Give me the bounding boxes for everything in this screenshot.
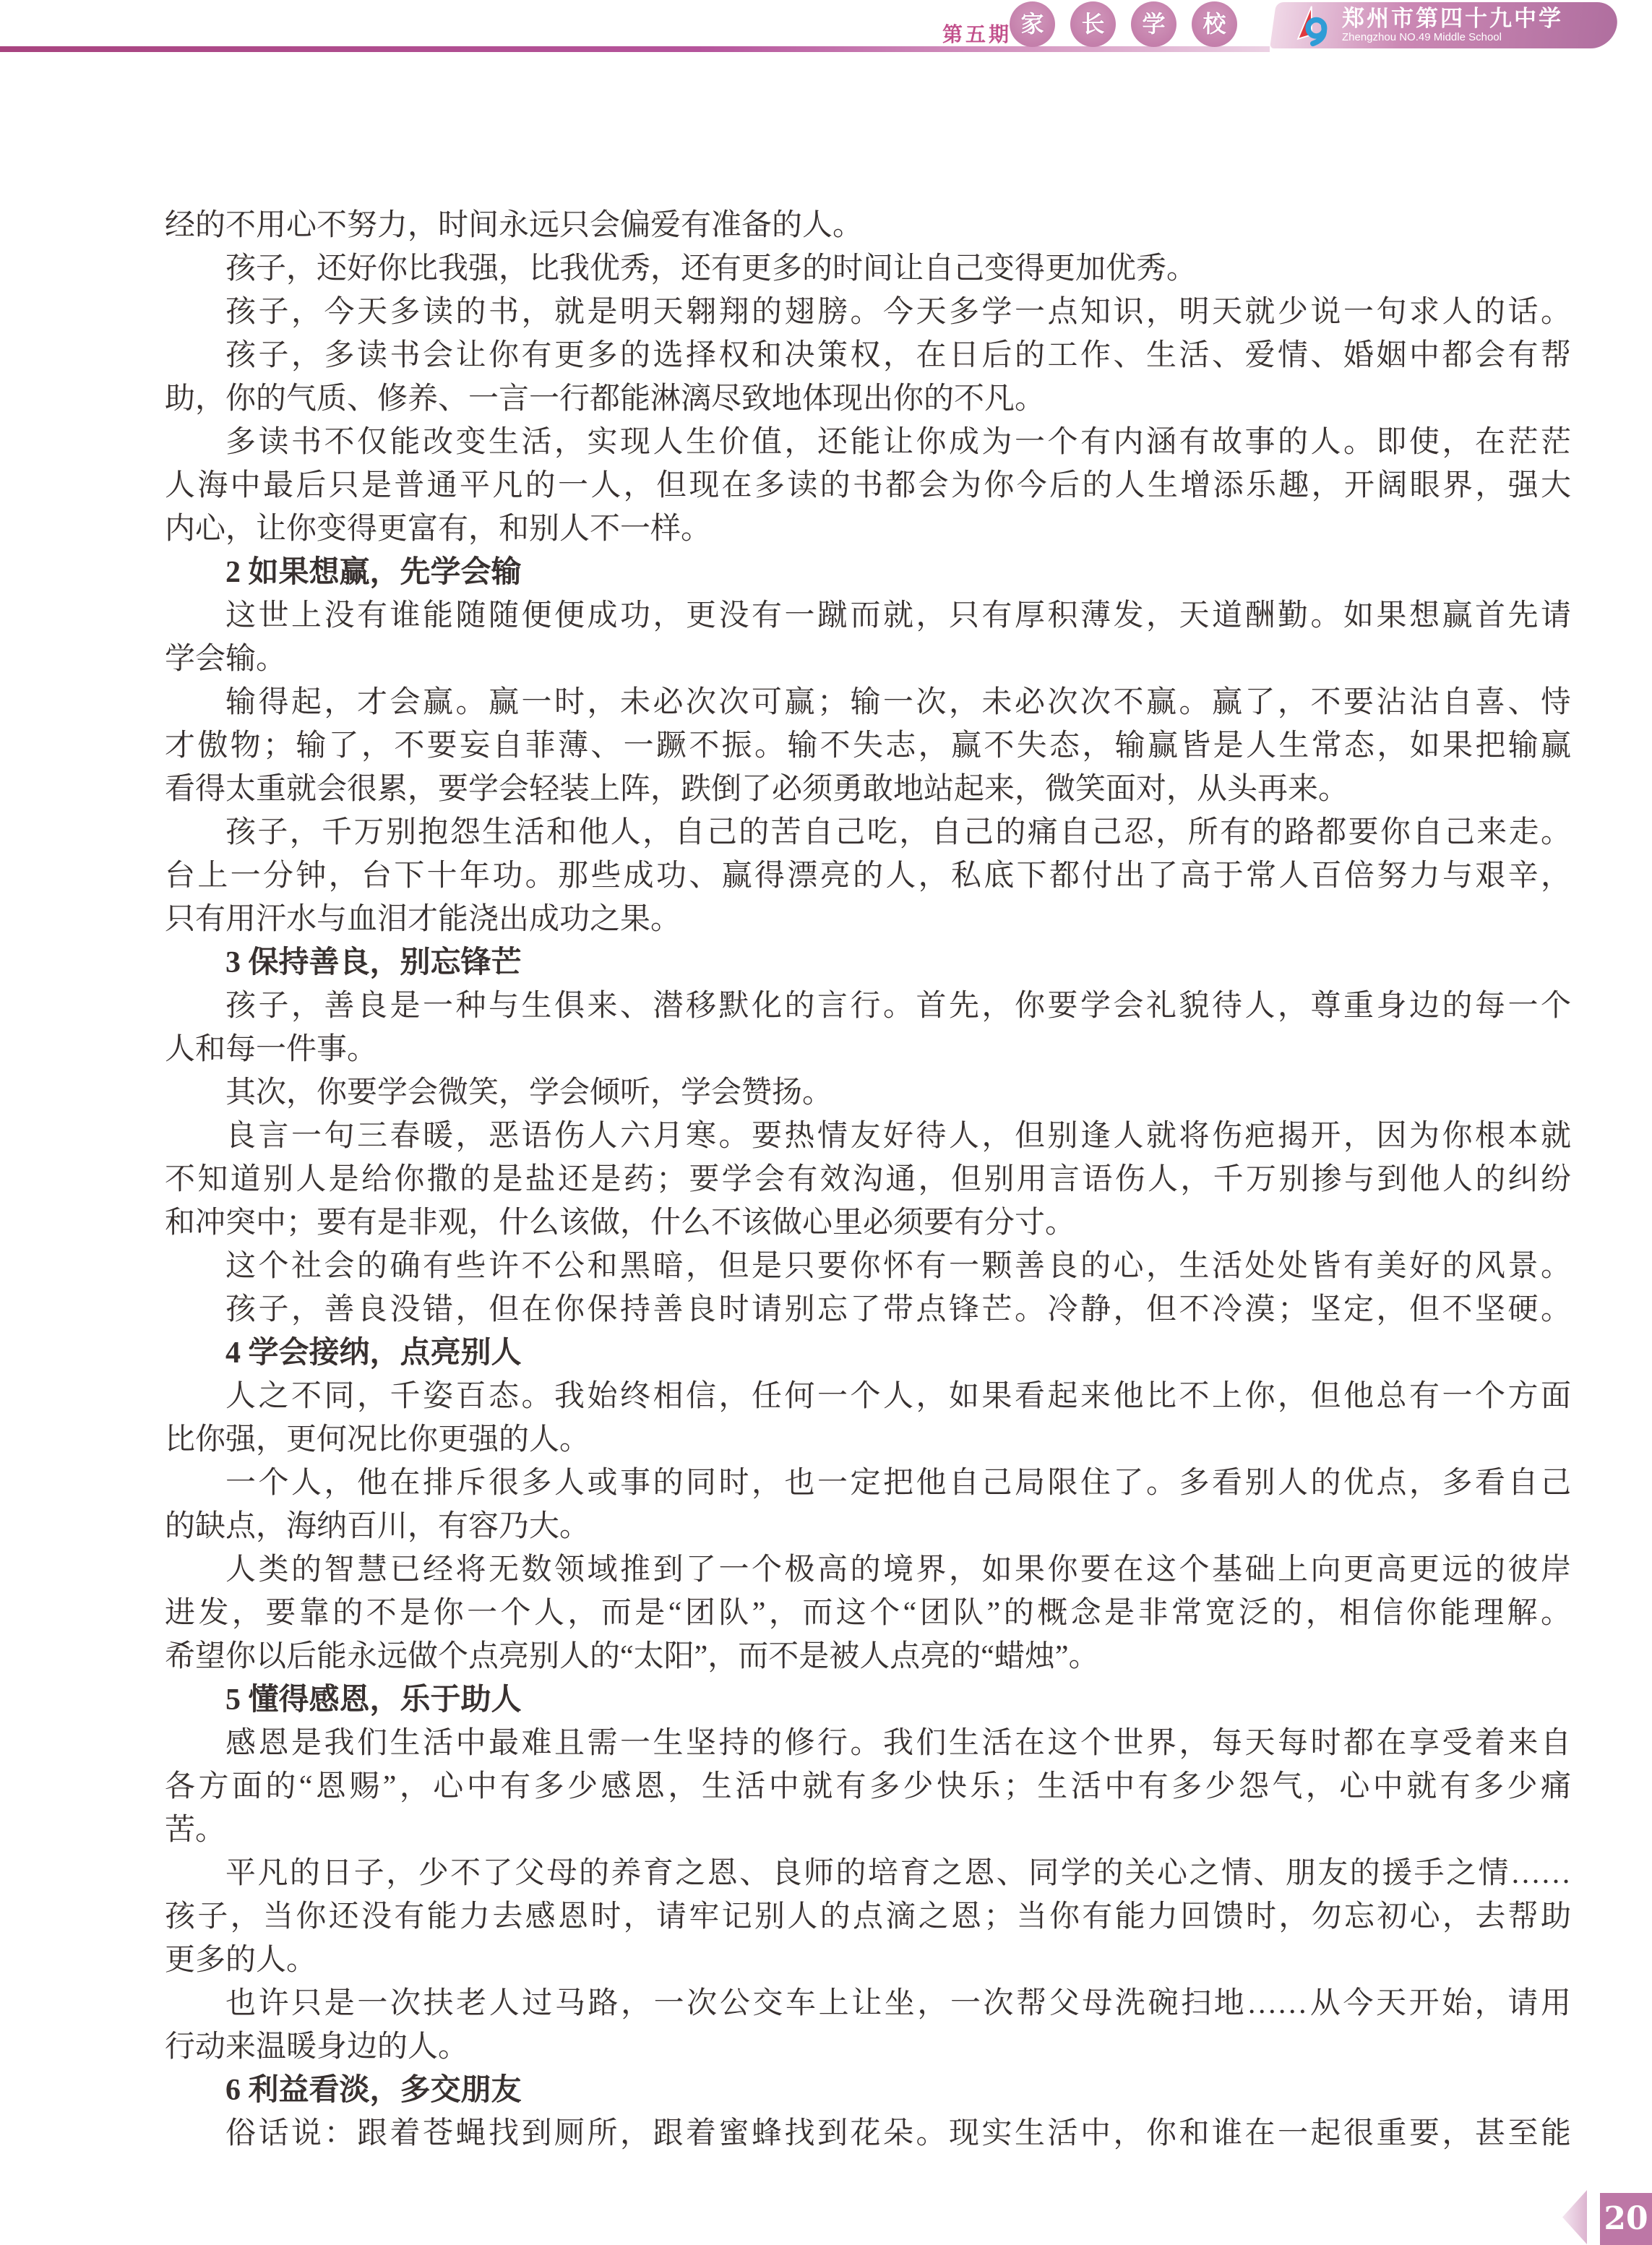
text-line: 孩子，千万别抱怨生活和他人，自己的苦自己吃，自己的痛自己忍，所有的路都要你自己来走。	[225, 816, 1571, 849]
text-line: 孩子，还好你比我强，比我优秀，还有更多的时间让自己变得更加优秀。	[225, 252, 1197, 286]
school-name-cn: 郑州市第四十九中学	[1342, 6, 1563, 31]
text-line: 经的不用心不努力，时间永远只会偏爱有准备的人。	[165, 209, 864, 242]
text-line: 人之不同，千姿百态。我始终相信，任何一个人，如果看起来他比不上你，但他总有一个方面	[225, 1380, 1571, 1413]
text-line: 学会输。	[165, 643, 287, 676]
text-line: 进发，要靠的不是你一个人，而是“团队”，而这个“团队”的概念是非常宽泛的，相信你能理解。	[165, 1597, 1571, 1630]
text-line: 这个社会的确有些许不公和黑暗，但是只要你怀有一颗善良的心，生活处处皆有美好的风景。	[225, 1250, 1571, 1283]
text-line: 助，你的气质、修养、一言一行都能淋漓尽致地体现出你的不凡。	[165, 382, 1046, 416]
section-heading: 6 利益看淡，多交朋友	[225, 2074, 522, 2107]
text-line: 才傲物；输了，不要妄自菲薄、一蹶不振。输不失志，赢不失态，输赢皆是人生常态，如果把输赢	[165, 729, 1571, 763]
article-text	[165, 204, 1571, 2155]
text-line: 台上一分钟，台下十年功。那些成功、赢得漂亮的人，私底下都付出了高于常人百倍努力与艰辛，	[165, 859, 1571, 893]
page-number: 20	[1604, 2200, 1648, 2237]
text-line: 孩子，善良是一种与生俱来、潜移默化的言行。首先，你要学会礼貌待人，尊重身边的每一个	[225, 990, 1571, 1023]
text-line: 看得太重就会很累，要学会轻装上阵，跌倒了必须勇敢地站起来，微笑面对，从头再来。	[165, 773, 1349, 806]
text-line: 苦。	[165, 1813, 226, 1847]
text-line: 其次，你要学会微笑，学会倾听，学会赞扬。	[225, 1076, 833, 1109]
school-names	[1342, 7, 1563, 44]
section-heading: 2 如果想赢，先学会输	[225, 556, 522, 589]
text-line: 孩子，当你还没有能力去感恩时，请牢记别人的点滴之恩；当你有能力回馈时，勿忘初心，去帮助	[165, 1900, 1571, 1933]
masthead-badge-3: 学	[1131, 1, 1176, 47]
masthead-badge-1: 家	[1010, 1, 1055, 47]
text-line: 更多的人。	[165, 1944, 317, 1977]
text-line: 孩子，多读书会让你有更多的选择权和决策权，在日后的工作、生活、爱情、婚姻中都会有帮	[225, 339, 1571, 372]
section-heading: 3 保持善良，别忘锋芒	[225, 946, 522, 979]
text-line: 各方面的“恩赐”，心中有多少感恩，生活中就有多少快乐；生活中有多少怨气，心中就有多少痛	[165, 1770, 1571, 1803]
school-banner-content	[1270, 2, 1614, 48]
text-line: 行动来温暖身边的人。	[165, 2030, 469, 2064]
text-line: 一个人，他在排斥很多人或事的同时，也一定把他自己局限住了。多看别人的优点，多看自己	[225, 1467, 1571, 1500]
text-line: 的缺点，海纳百川，有容乃大。	[165, 1510, 590, 1543]
school-banner	[1270, 2, 1614, 48]
text-line: 孩子，今天多读的书，就是明天翱翔的翅膀。今天多学一点知识，明天就少说一句求人的话。	[225, 296, 1571, 329]
masthead-badge-4: 校	[1192, 1, 1237, 47]
page-number-badge	[1600, 2193, 1652, 2245]
text-line: 良言一句三春暖，恶语伤人六月寒。要热情友好待人，但别逢人就将伤疤揭开，因为你根本就	[225, 1120, 1571, 1153]
text-line: 输得起，才会赢。赢一时，未必次次可赢；输一次，未必次次不赢。赢了，不要沾沾自喜、恃	[225, 686, 1571, 719]
section-heading: 5 懂得感恩，乐于助人	[225, 1683, 522, 1717]
text-line: 人类的智慧已经将无数领域推到了一个极高的境界，如果你要在这个基础上向更高更远的彼岸	[225, 1553, 1571, 1587]
text-line: 也许只是一次扶老人过马路，一次公交车上让坐，一次帮父母洗碗扫地……从今天开始，请用	[225, 1987, 1571, 2020]
masthead-badge-2: 长	[1070, 1, 1116, 47]
text-line: 只有用汗水与血泪才能浇出成功之果。	[165, 903, 681, 936]
text-line: 比你强，更何况比你更强的人。	[165, 1423, 590, 1456]
school-name-en: Zhengzhou NO.49 Middle School	[1342, 31, 1502, 43]
text-line: 平凡的日子，少不了父母的养育之恩、良师的培育之恩、同学的关心之情、朋友的援手之情……	[225, 1857, 1571, 1890]
text-line: 和冲突中；要有是非观，什么该做，什么不该做心里必须要有分寸。	[165, 1206, 1076, 1240]
text-line: 人海中最后只是普通平凡的一人，但现在多读的书都会为你今后的人生增添乐趣，开阔眼界，强大	[165, 469, 1571, 502]
page-corner-triangle-icon	[1562, 2190, 1587, 2244]
masthead-badges	[1010, 1, 1237, 48]
text-line: 多读书不仅能改变生活，实现人生价值，还能让你成为一个有内涵有故事的人。即使，在茫茫	[225, 426, 1571, 459]
text-line: 人和每一件事。	[165, 1033, 378, 1066]
section-heading: 4 学会接纳，点亮别人	[225, 1336, 522, 1370]
text-line: 俗话说：跟着苍蝇找到厕所，跟着蜜蜂找到花朵。现实生活中，你和谁在一起很重要，甚至能	[225, 2117, 1571, 2150]
text-line: 希望你以后能永远做个点亮别人的“太阳”，而不是被人点亮的“蜡烛”。	[165, 1640, 1099, 1673]
text-line: 内心，让你变得更富有，和别人不一样。	[165, 512, 712, 546]
issue-label: 第五期	[942, 23, 1012, 46]
text-line: 感恩是我们生活中最难且需一生坚持的修行。我们生活在这个世界，每天每时都在享受着来自	[225, 1727, 1571, 1760]
text-line: 这世上没有谁能随随便便成功，更没有一蹴而就，只有厚积薄发，天道酬勤。如果想赢首先请	[225, 599, 1571, 632]
text-line: 孩子，善良没错，但在你保持善良时请别忘了带点锋芒。冷静，但不冷漠；坚定，但不坚硬。	[225, 1293, 1571, 1326]
text-line: 不知道别人是给你撒的是盐还是药；要学会有效沟通，但别用言语伤人，千万别掺与到他人的纠纷	[165, 1163, 1571, 1196]
sailboat-49-logo-icon	[1289, 4, 1332, 47]
